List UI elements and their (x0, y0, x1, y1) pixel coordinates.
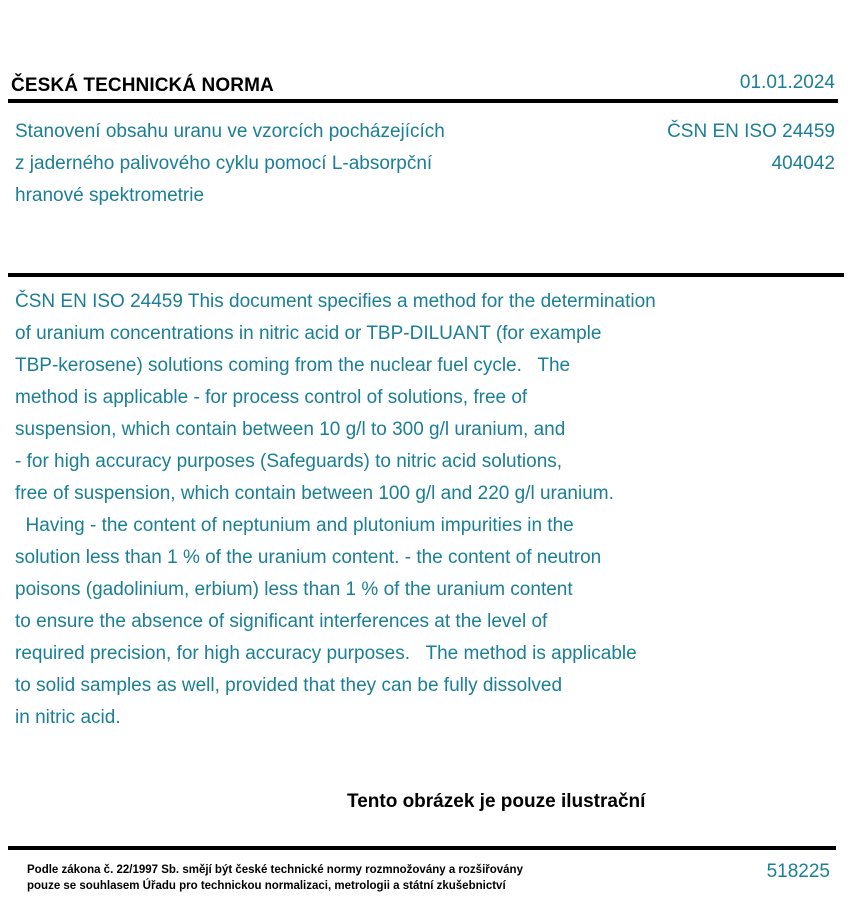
abstract-line: of uranium concentrations in nitric acid or TBP-DILUANT (for example (15, 323, 602, 344)
legal-notice (27, 862, 523, 894)
class-code: 404042 (771, 153, 835, 174)
middle-divider (8, 273, 844, 277)
legal-line: pouze se souhlasem Úřadu pro technickou normalizaci, metrologii a státní zkušebnictví (27, 880, 506, 892)
abstract-line: free of suspension, which contain between 100 g/l and 220 g/l uranium. (15, 483, 614, 504)
legal-line: Podle zákona č. 22/1997 Sb. smějí být české technické normy rozmnožovány a rozšiřovány (27, 864, 523, 876)
abstract-line: to ensure the absence of significant interferences at the level of (15, 611, 548, 632)
bottom-divider (8, 846, 836, 850)
abstract-line: ČSN EN ISO 24459 This document specifies a method for the determination (15, 291, 656, 312)
abstract-line: to solid samples as well, provided that they can be fully dissolved (15, 675, 563, 696)
document-title-line: Stanovení obsahu uranu ve vzorcích pocházejících (15, 121, 445, 142)
abstract-line: Having - the content of neptunium and plutonium impurities in the (15, 515, 574, 536)
document-title-line: hranové spektrometrie (15, 185, 205, 206)
header-date: 01.01.2024 (739, 72, 835, 93)
abstract-line: suspension, which contain between 10 g/l to 300 g/l uranium, and (15, 419, 566, 440)
abstract (15, 286, 775, 734)
header-title: ČESKÁ TECHNICKÁ NORMA (11, 75, 274, 96)
document-title (15, 116, 575, 212)
abstract-line: - for high accuracy purposes (Safeguards) to nitric acid solutions, (15, 451, 563, 472)
top-divider (8, 99, 838, 103)
abstract-line: TBP-kerosene) solutions coming from the nuclear fuel cycle. The (15, 355, 571, 376)
document-title-line: z jaderného palivového cyklu pomocí L-absorpční (15, 153, 433, 174)
abstract-line: required precision, for high accuracy purposes. The method is applicable (15, 643, 637, 664)
document-number: 518225 (766, 861, 830, 882)
illustrative-notice: Tento obrázek je pouze ilustrační (347, 791, 646, 812)
abstract-line: in nitric acid. (15, 707, 121, 728)
standard-id: ČSN EN ISO 24459 (667, 121, 835, 142)
abstract-line: poisons (gadolinium, erbium) less than 1 % of the uranium content (15, 579, 573, 600)
abstract-line: method is applicable - for process control of solutions, free of (15, 387, 528, 408)
document-identifiers (667, 116, 835, 180)
abstract-line: solution less than 1 % of the uranium content. - the content of neutron (15, 547, 602, 568)
